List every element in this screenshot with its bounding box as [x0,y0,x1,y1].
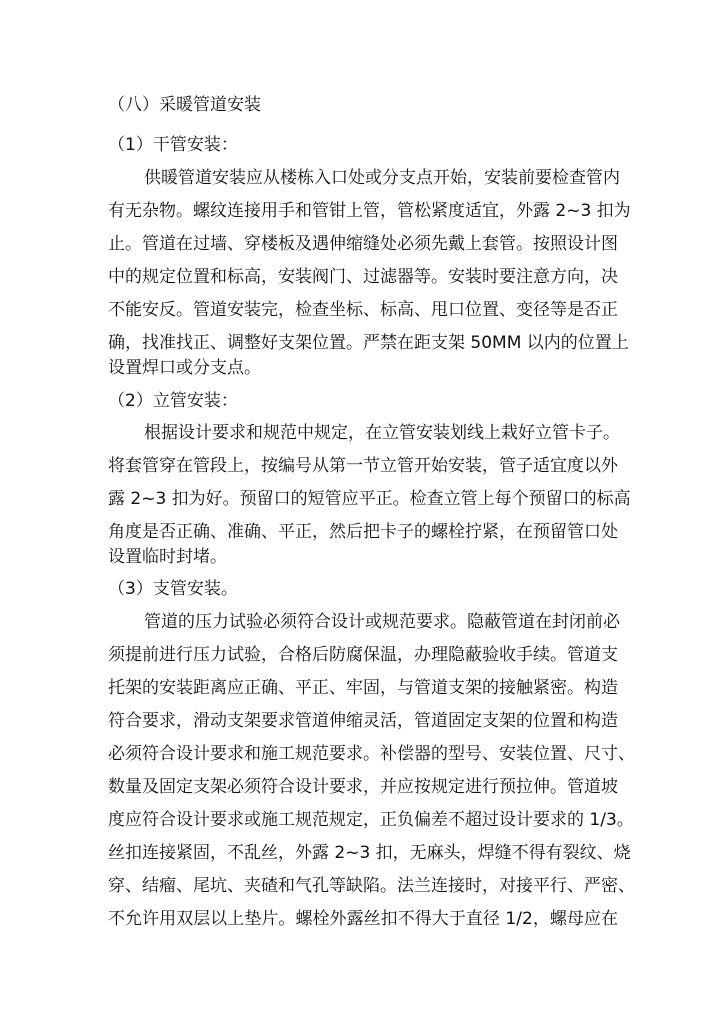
paragraph-line: 管道的压力试验必须符合设计或规范要求。隐蔽管道在封闭前必 [144,612,620,632]
paragraph-line: 不允许用双层以上垫片。螺栓外露丝扣不得大于直径 1/2，螺母应在 [108,909,618,929]
paragraph-line: 根据设计要求和规范中规定，在立管安装划线上栽好立管卡子。 [144,423,620,443]
paragraph-line: 度应符合设计要求或施工规范规定，正负偏差不超过设计要求的 1/3。 [108,810,634,830]
paragraph-line: 设置焊口或分支点。 [108,358,261,378]
subsection-heading-3: （3）支管安装。 [108,579,238,599]
paragraph-line: 不能安反。管道安装完，检查坐标、标高、甩口位置、变径等是否正 [108,300,618,320]
paragraph-line: 确，找准找正、调整好支架位置。严禁在距支架 50MM 以内的位置上 [108,333,629,353]
paragraph-line: 数量及固定支架必须符合设计要求，并应按规定进行预拉伸。管道坡 [108,777,618,797]
paragraph-line: 设置临时封堵。 [108,547,227,567]
paragraph-line: 穿、结瘤、尾坑、夹碴和气孔等缺陷。法兰连接时，对接平行、严密、 [108,876,635,896]
paragraph-line: 须提前进行压力试验，合格后防腐保温，办理隐蔽验收手续。管道支 [108,645,618,665]
paragraph-line: 止。管道在过墙、穿楼板及遇伸缩缝处必须先戴上套管。按照设计图 [108,234,618,254]
subsection-heading-1: （1）干管安装： [108,135,238,155]
paragraph-line: 丝扣连接紧固，不乱丝，外露 2~3 扣，无麻头，焊缝不得有裂纹、烧 [108,843,631,863]
paragraph-line: 角度是否正确、准确、平正，然后把卡子的螺栓拧紧，在预留管口处 [108,522,618,542]
paragraph-line: 托架的安装距离应正确、平正、牢固，与管道支架的接触紧密。构造 [108,678,618,698]
paragraph-line: 将套管穿在管段上，按编号从第一节立管开始安装，管子适宜度以外 [108,456,618,476]
paragraph-line: 符合要求，滑动支架要求管道伸缩灵活，管道固定支架的位置和构造 [108,711,618,731]
paragraph-line: 露 2~3 扣为好。预留口的短管应平正。检查立管上每个预留口的标高 [108,489,631,509]
subsection-heading-2: （2）立管安装： [108,391,238,411]
paragraph-line: 有无杂物。螺纹连接用手和管钳上管，管松紧度适宜，外露 2~3 扣为 [108,201,631,221]
section-heading: （八）采暖管道安装 [108,95,261,115]
paragraph-line: 中的规定位置和标高，安装阀门、过滤器等。安装时要注意方向，决 [108,267,618,287]
paragraph-line: 供暖管道安装应从楼栋入口处或分支点开始，安装前要检查管内 [144,168,620,188]
paragraph-line: 必须符合设计要求和施工规范要求。补偿器的型号、安装位置、尺寸、 [108,744,635,764]
